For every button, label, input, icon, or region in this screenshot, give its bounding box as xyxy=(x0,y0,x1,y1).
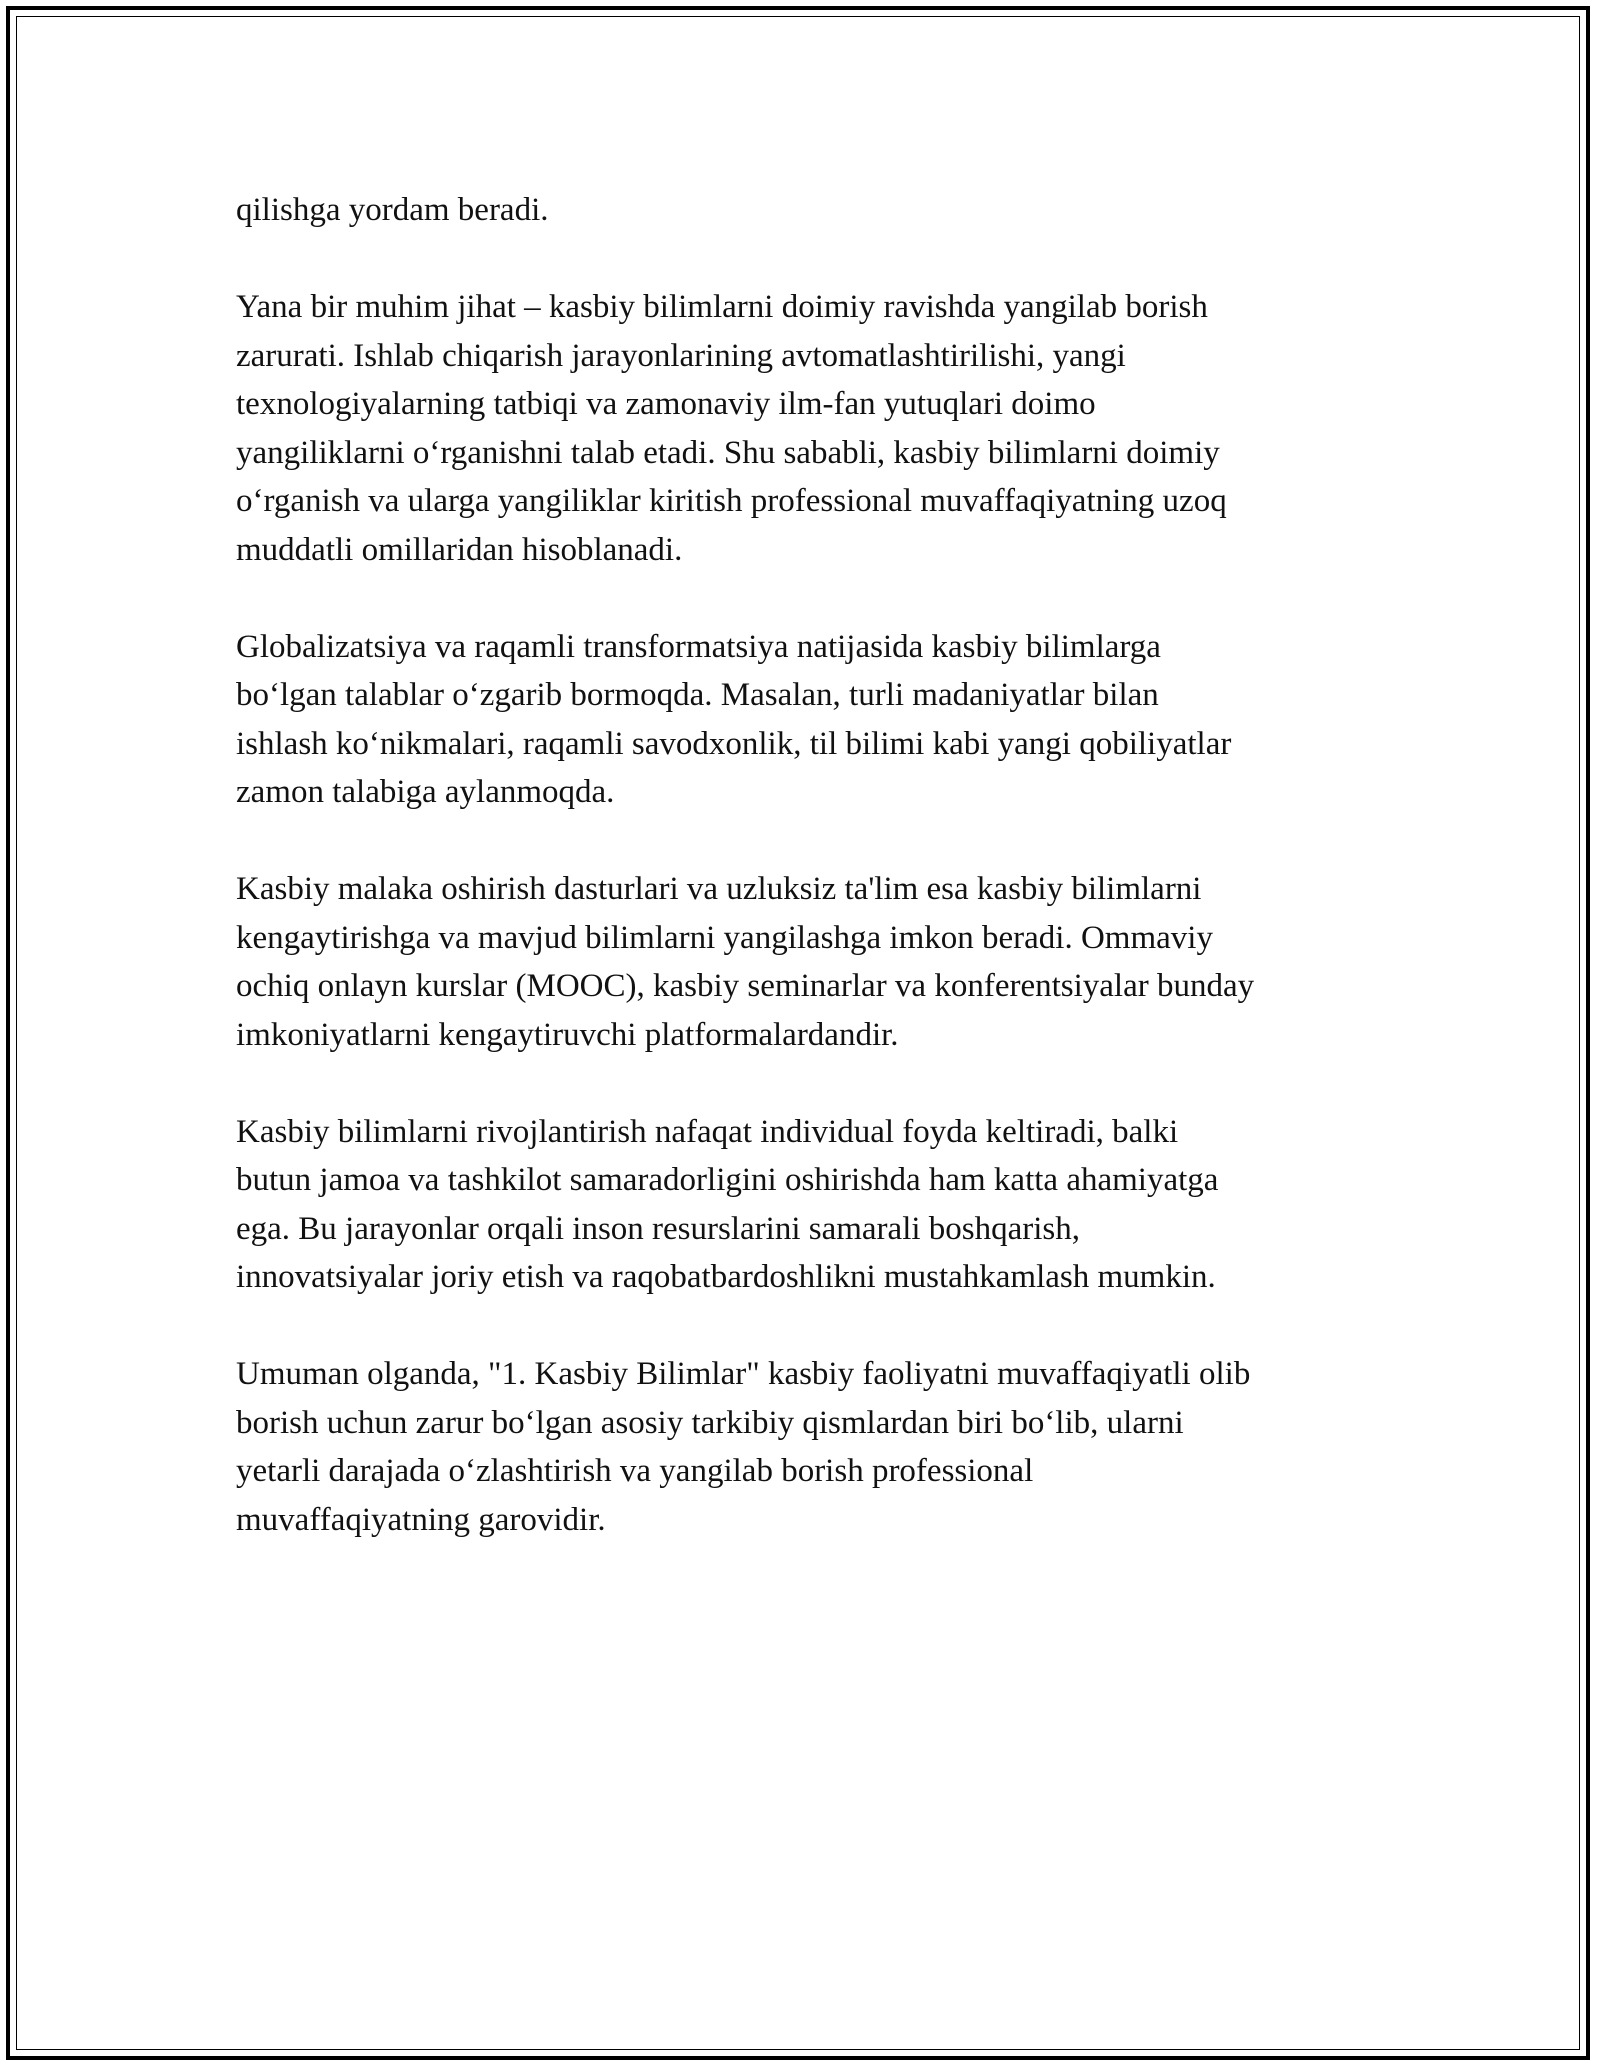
text-line: yetarli darajada o‘zlashtirish va yangilab borish professional xyxy=(236,1453,1034,1489)
text-line: imkoniyatlarni kengaytiruvchi platformalardandir. xyxy=(236,1016,899,1053)
text-line: ishlash ko‘nikmalari, raqamli savodxonlik, til bilimi kabi yangi qobiliyatlar xyxy=(236,725,1232,762)
paragraph-3 xyxy=(236,623,1396,817)
text-line: innovatsiyalar joriy etish va raqobatbardoshlikni mustahkamlash mumkin. xyxy=(236,1259,1216,1295)
text-line: borish uchun zarur bo‘lgan asosiy tarkibiy qismlardan biri bo‘lib, ularni xyxy=(236,1404,1184,1441)
text-line: zamon talabiga aylanmoqda. xyxy=(236,774,615,810)
text-line: muvaffaqiyatning garovidir. xyxy=(236,1501,606,1538)
text-line: yangiliklarni o‘rganishni talab etadi. Shu sababli, kasbiy bilimlarni doimiy xyxy=(236,434,1220,471)
document-body xyxy=(236,186,1396,1593)
text-line: o‘rganish va ularga yangiliklar kiritish professional muvaffaqiyatning uzoq xyxy=(236,483,1227,519)
text-line: butun jamoa va tashkilot samaradorligini oshirishda ham katta ahamiyatga xyxy=(236,1162,1219,1198)
text-line: Kasbiy malaka oshirish dasturlari va uzluksiz ta'lim esa kasbiy bilimlarni xyxy=(236,871,1202,907)
text-line: Globalizatsiya va raqamli transformatsiya natijasida kasbiy bilimlarga xyxy=(236,628,1161,665)
text-line: zarurati. Ishlab chiqarish jarayonlarining avtomatlashtirilishi, yangi xyxy=(236,337,1126,374)
text-line: Kasbiy bilimlarni rivojlantirish nafaqat individual foyda keltiradi, balki xyxy=(236,1113,1179,1150)
paragraph-2 xyxy=(236,283,1396,574)
text-line: muddatli omillaridan hisoblanadi. xyxy=(236,531,683,568)
paragraph-4 xyxy=(236,865,1396,1059)
text-line: bo‘lgan talablar o‘zgarib bormoqda. Masalan, turli madaniyatlar bilan xyxy=(236,677,1159,713)
text-line: Yana bir muhim jihat – kasbiy bilimlarni doimiy ravishda yangilab borish xyxy=(236,289,1208,325)
paragraph-5 xyxy=(236,1108,1396,1302)
text-line: Umuman olganda, "1. Kasbiy Bilimlar" kasbiy faoliyatni muvaffaqiyatli olib xyxy=(236,1356,1251,1392)
text-line: ega. Bu jarayonlar orqali inson resurslarini samarali boshqarish, xyxy=(236,1210,1081,1247)
text-line: qilishga yordam beradi. xyxy=(236,192,549,228)
text-line: texnologiyalarning tatbiqi va zamonaviy ilm-fan yutuqlari doimo xyxy=(236,386,1096,422)
text-line: kengaytirishga va mavjud bilimlarni yangilashga imkon beradi. Ommaviy xyxy=(236,919,1213,956)
paragraph-1 xyxy=(236,186,1396,235)
text-line: ochiq onlayn kurslar (MOOC), kasbiy seminarlar va konferentsiyalar bunday xyxy=(236,968,1255,1004)
paragraph-6 xyxy=(236,1350,1396,1544)
